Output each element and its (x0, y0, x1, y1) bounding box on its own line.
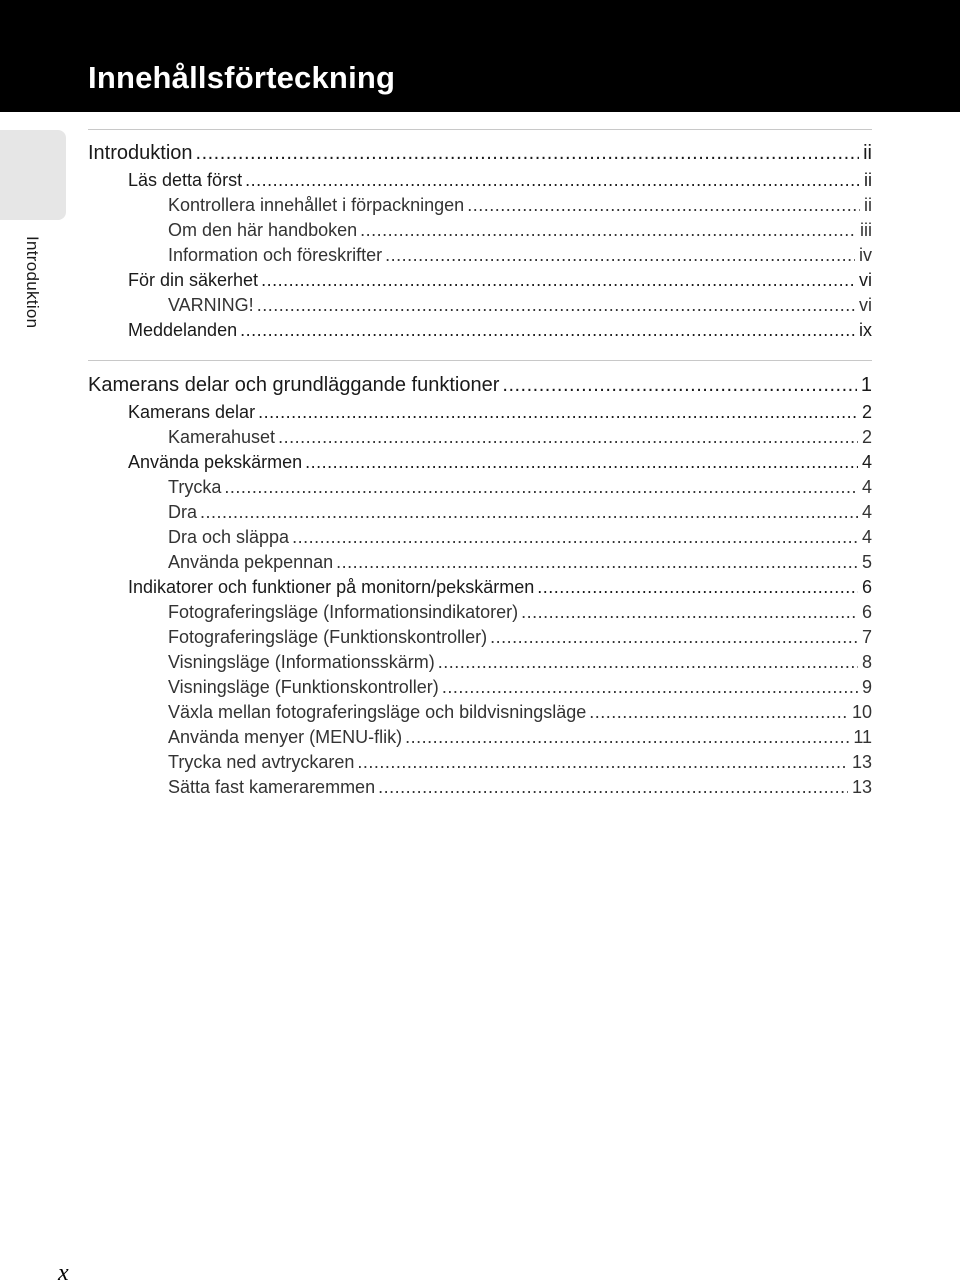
page-title: Innehållsförteckning (88, 60, 396, 95)
toc-entry-title: Läs detta först (128, 170, 243, 190)
page-number: x (58, 1260, 69, 1286)
toc-entry-page: 11 (853, 727, 872, 747)
toc-entry[interactable] (88, 450, 872, 475)
toc-entry-page: iv (859, 245, 872, 265)
toc-dot-leader (240, 318, 855, 343)
toc-entry-page: 6 (861, 602, 872, 622)
toc-entry[interactable] (88, 700, 872, 725)
toc-dot-leader (467, 193, 860, 218)
toc-entry-page: 10 (851, 702, 872, 722)
toc-dot-leader (258, 400, 858, 425)
page-header (0, 0, 960, 112)
toc-entry-title: Växla mellan fotograferingsläge och bildvisningsläge (168, 702, 587, 722)
toc-entry-title: Använda menyer (MENU-flik) (168, 727, 403, 747)
toc-section-introduction (88, 138, 872, 343)
toc-dot-leader (196, 138, 860, 168)
toc-entry[interactable] (88, 500, 872, 525)
toc-entry-page: 4 (861, 527, 872, 547)
toc-entry[interactable] (88, 525, 872, 550)
toc-dot-leader (336, 550, 858, 575)
toc-dot-leader (278, 425, 858, 450)
toc-entry[interactable] (88, 775, 872, 800)
toc-entry[interactable] (88, 650, 872, 675)
toc-entry-page: 4 (861, 452, 872, 472)
toc-entry-title: Om den här handboken (168, 220, 358, 240)
toc-entry-title: Sätta fast kameraremmen (168, 777, 376, 797)
toc-dot-leader (502, 370, 856, 400)
toc-entry-page: 9 (861, 677, 872, 697)
toc-entry-page: vi (859, 270, 872, 290)
toc-entry-page: 6 (861, 577, 872, 597)
toc-entry-title: För din säkerhet (128, 270, 259, 290)
toc-entry[interactable] (88, 675, 872, 700)
toc-entry-title: Dra (168, 502, 198, 522)
toc-entry-page: 5 (861, 552, 872, 572)
toc-entry[interactable] (88, 425, 872, 450)
toc-entry[interactable] (88, 750, 872, 775)
toc-dot-leader (305, 450, 858, 475)
section-side-label: Introduktion (23, 236, 42, 329)
toc-entry-title: Fotograferingsläge (Informationsindikatorer) (168, 602, 519, 622)
toc-entry[interactable] (88, 138, 872, 168)
toc-dot-leader (385, 243, 855, 268)
toc-entry-page: iii (860, 220, 872, 240)
toc-entry[interactable] (88, 318, 872, 343)
toc-dot-leader (442, 675, 858, 700)
toc-entry-title: VARNING! (168, 295, 254, 315)
toc-section-camera-basics (88, 370, 872, 800)
toc-entry[interactable] (88, 600, 872, 625)
toc-entry[interactable] (88, 475, 872, 500)
toc-entry-title: Information och föreskrifter (168, 245, 383, 265)
toc-entry-page: 13 (851, 777, 872, 797)
toc-entry[interactable] (88, 168, 872, 193)
toc-dot-leader (360, 218, 856, 243)
toc-entry-title: Trycka (168, 477, 222, 497)
toc-entry[interactable] (88, 243, 872, 268)
toc-entry-page: 2 (861, 402, 872, 422)
toc-entry-title: Trycka ned avtryckaren (168, 752, 355, 772)
toc-dot-leader (224, 475, 858, 500)
toc-entry-page: 4 (861, 477, 872, 497)
section-divider-top (88, 129, 872, 130)
toc-entry-title: Fotograferingsläge (Funktionskontroller) (168, 627, 488, 647)
toc-entry-title: Kamerans delar (128, 402, 256, 422)
toc-entry-title: Kamerans delar och grundläggande funktioner (88, 374, 500, 396)
toc-entry-title: Använda pekpennan (168, 552, 334, 572)
toc-dot-leader (357, 750, 848, 775)
toc-entry[interactable] (88, 725, 872, 750)
toc-entry-title: Meddelanden (128, 320, 238, 340)
toc-entry[interactable] (88, 218, 872, 243)
section-divider-middle (88, 360, 872, 361)
toc-entry[interactable] (88, 550, 872, 575)
toc-entry-title: Visningsläge (Funktionskontroller) (168, 677, 439, 697)
toc-dot-leader (405, 725, 849, 750)
toc-entry-page: 1 (860, 374, 872, 396)
toc-entry-page: 4 (861, 502, 872, 522)
toc-entry-page: 7 (861, 627, 872, 647)
toc-entry[interactable] (88, 193, 872, 218)
toc-dot-leader (292, 525, 858, 550)
toc-entry[interactable] (88, 625, 872, 650)
toc-entry-page: ii (864, 195, 872, 215)
toc-entry-title: Indikatorer och funktioner på monitorn/pekskärmen (128, 577, 535, 597)
toc-entry-page: ix (859, 320, 872, 340)
toc-entry-title: Visningsläge (Informationsskärm) (168, 652, 435, 672)
toc-entry-title: Introduktion (88, 142, 193, 164)
toc-entry-title: Dra och släppa (168, 527, 290, 547)
toc-entry-title: Använda pekskärmen (128, 452, 303, 472)
toc-dot-leader (257, 293, 855, 318)
toc-entry[interactable] (88, 575, 872, 600)
toc-dot-leader (438, 650, 858, 675)
toc-entry[interactable] (88, 370, 872, 400)
toc-entry-page: 8 (861, 652, 872, 672)
toc-dot-leader (490, 625, 858, 650)
toc-entry-page: 2 (861, 427, 872, 447)
toc-dot-leader (537, 575, 858, 600)
toc-entry-page: vi (859, 295, 872, 315)
toc-dot-leader (589, 700, 848, 725)
toc-entry-title: Kamerahuset (168, 427, 276, 447)
toc-entry-page: ii (863, 142, 872, 164)
toc-dot-leader (200, 500, 858, 525)
toc-dot-leader (378, 775, 848, 800)
section-side-tab (0, 130, 66, 220)
toc-dot-leader (245, 168, 860, 193)
toc-entry[interactable] (88, 293, 872, 318)
toc-entry[interactable] (88, 268, 872, 293)
toc-entry-page: ii (864, 170, 872, 190)
toc-dot-leader (261, 268, 855, 293)
toc-entry-page: 13 (851, 752, 872, 772)
toc-entry-title: Kontrollera innehållet i förpackningen (168, 195, 465, 215)
toc-dot-leader (521, 600, 858, 625)
toc-entry[interactable] (88, 400, 872, 425)
